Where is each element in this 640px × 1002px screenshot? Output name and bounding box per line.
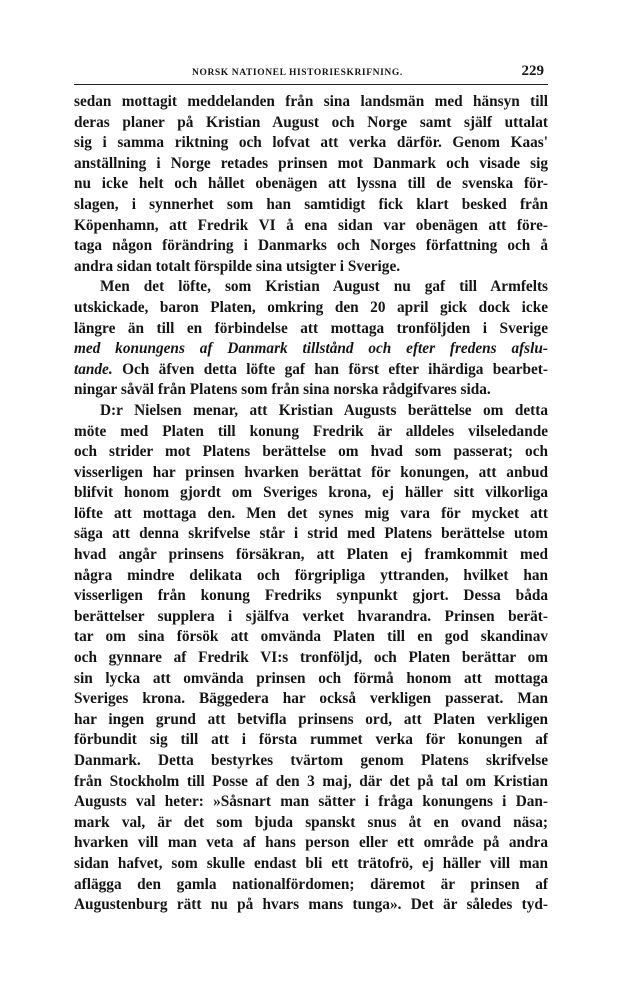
text-line: sin lycka att omvända prinsen och förmå honom att mottaga (74, 669, 548, 687)
text-fragment: Och äfven detta löfte gaf han först efter ihärdiga bearbet- (112, 360, 548, 378)
text-line: längre än till en förbindelse att mottaga tronföljden i Sverige (74, 319, 548, 337)
text-line: Köpenhamn, att Fredrik VI å ena sidan var obenägen att före- (74, 216, 548, 234)
text-line: och strider mot Platens berättelse om hvad som passerat; och (74, 443, 548, 461)
text-line: Danmark. Detta bestyrkes tvärtom genom Platens skrifvelse (74, 752, 548, 769)
text-line: möte med Platen till konung Fredrik är alldeles vilseledande (74, 422, 548, 440)
text-line: visserligen från konung Fredriks synpunkt gjort. Dessa båda (74, 587, 548, 605)
text-line: slagen, i synnerhet som han samtidigt fick klart besked från (74, 195, 548, 213)
text-line: hvarken vill man veta af hans person eller ett område på andra (74, 834, 548, 852)
text-line: Augustenburg rätt nu på hvars mans tunga». Det är således tyd- (74, 896, 548, 914)
italic-phrase: tande. (74, 360, 113, 378)
text-line: blifvit honom gjordt om Sveriges krona, ej häller sitt vilkorliga (74, 484, 548, 502)
page-number: 229 (521, 63, 544, 79)
text-line: sedan mottagit meddelanden från sina landsmän med hänsyn till (74, 93, 548, 110)
text-line: och gynnare af Fredrik VI:s tronföljd, och Platen berättar om (74, 649, 548, 667)
body-text (74, 92, 548, 916)
text-line: aflägga den gamla nationalfördomen; däremot är prinsen af (74, 875, 548, 893)
text-line: utskickade, baron Platen, omkring den 20 april gick dock icke (74, 298, 548, 316)
text-line: mark val, är det som bjuda spanskt snus åt en ovand näsa; (74, 813, 548, 831)
text-line: några mindre delikata och förgripliga yttranden, hvilket han (74, 566, 548, 584)
running-title: NORSK NATIONEL HISTORIESKRIFNING. (192, 68, 403, 78)
text-line-italic (74, 339, 548, 360)
text-line: säga att denna skrifvelse står i strid med Platens berättelse utom (74, 525, 548, 543)
text-line: andra sidan totalt förspilde sina utsigter i Sverige. (74, 257, 401, 275)
text-line: löfte att mottaga den. Men det synes mig vara för mycket att (74, 504, 548, 522)
text-line: hvad angår prinsens försäkran, att Platen ej framkommit med (74, 546, 548, 564)
text-line: taga någon förändring i Danmarks och Norges författning och å (74, 237, 548, 255)
book-page (74, 62, 548, 916)
text-line: från Stockholm till Posse af den 3 maj, där det på tal om Kristian (74, 772, 548, 790)
italic-phrase: med konungens af Danmark tillstånd och efter fredens afslu- (74, 340, 548, 358)
text-line: sig i samma riktning och lofvat att verka därför. Genom Kaas' (74, 134, 548, 152)
paragraph-start-line: D:r Nielsen menar, att Kristian Augusts berättelse om detta (100, 401, 548, 419)
text-line: har ingen grund att betvifla prinsens ord, att Platen verkligen (74, 710, 548, 728)
text-line: berättelser supplera i själfva verket hvarandra. Prinsen berät- (74, 607, 548, 625)
text-line: tar om sina försök att omvända Platen till en god skandinav (74, 628, 548, 646)
text-line: anställning i Norge retades prinsen mot Danmark och visade sig (74, 154, 548, 172)
paragraph-start-line: Men det löfte, som Kristian August nu gaf till Armfelts (100, 278, 548, 296)
text-line: Augusts val heter: »Såsnart man sätter i fråga konungens i Dan- (74, 793, 548, 811)
text-line: sidan hafvet, som skulle endast bli ett trätofrö, ej häller vill man (74, 854, 548, 872)
text-line: förbundit sig till att i första rummet verka för konungen af (74, 731, 548, 749)
running-header (74, 62, 548, 85)
text-line: deras planer på Kristian August och Norge samt själf uttalat (74, 113, 548, 131)
text-line-mixed (74, 360, 548, 381)
text-line: Sveriges krona. Bäggedera har också verkligen passerat. Man (74, 690, 548, 708)
text-line: ningar såväl från Platens som från sina norska rådgifvares sida. (74, 381, 491, 399)
text-line: visserligen har prinsen hvarken berättat för konungen, att anbud (74, 463, 548, 481)
text-line: nu icke helt och hållet obenägen att lyssna till de svenska för- (74, 175, 548, 193)
